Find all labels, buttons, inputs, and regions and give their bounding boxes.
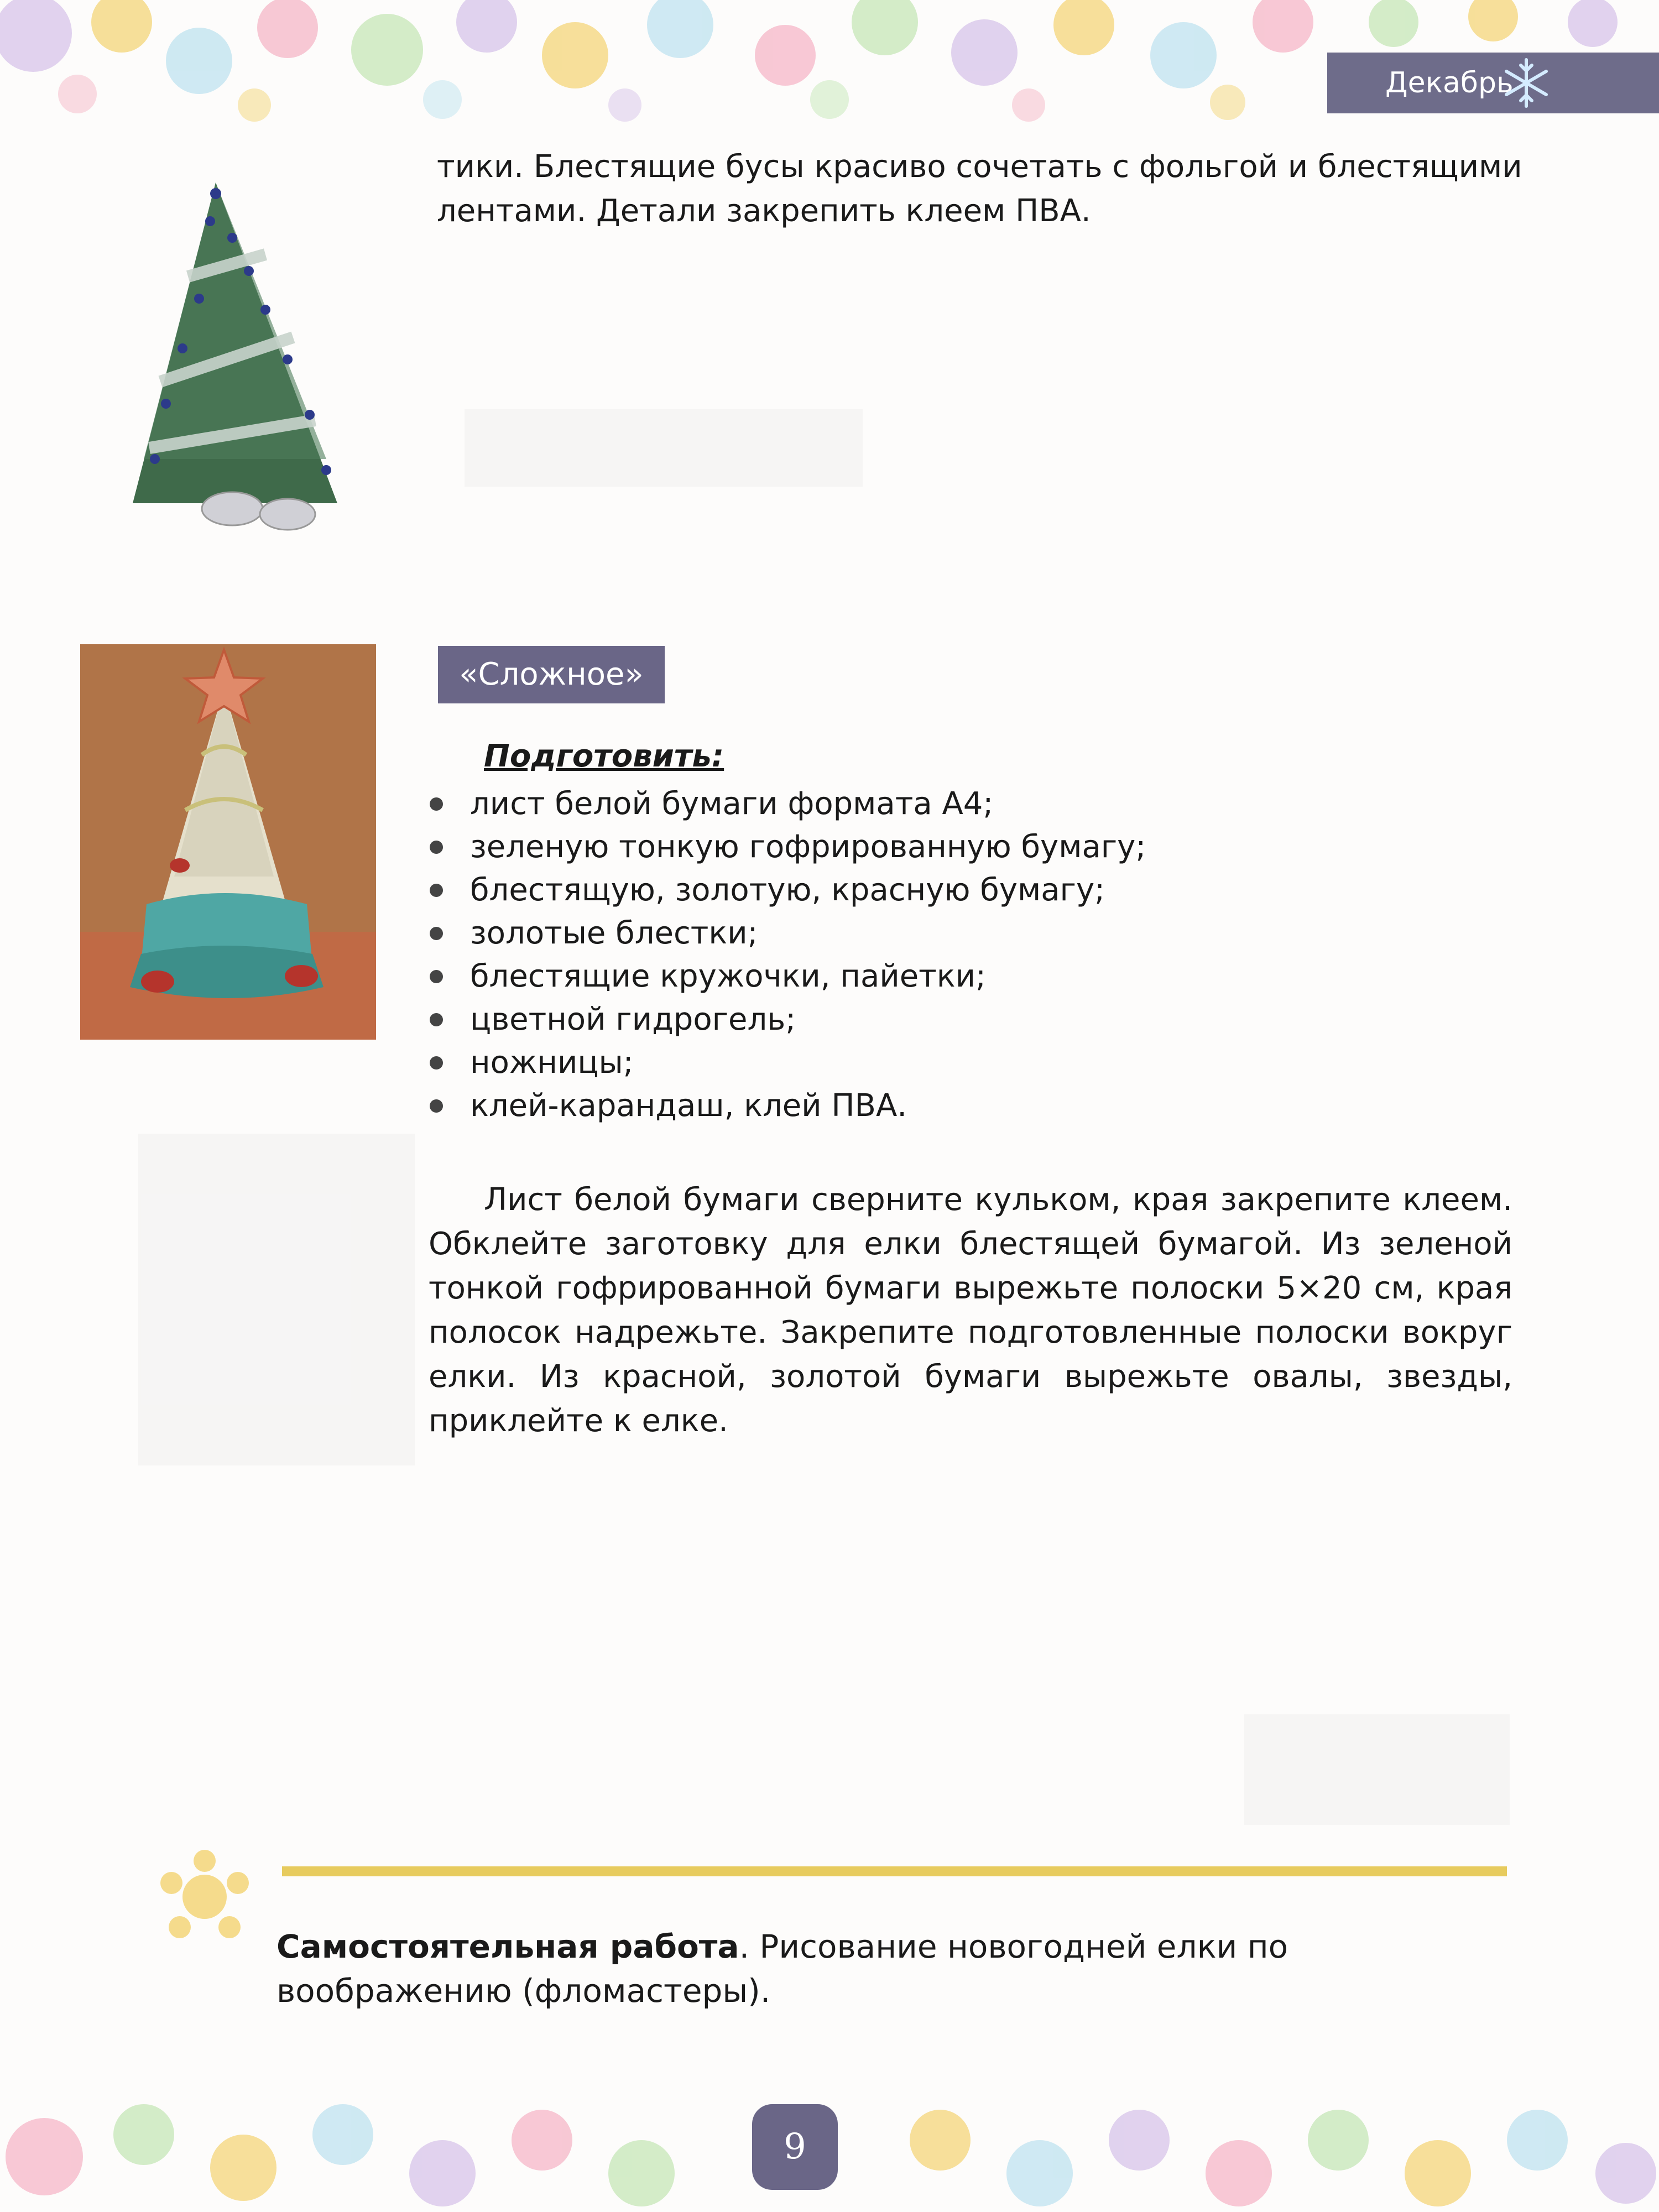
cone-tree-photo <box>80 644 376 1040</box>
list-item: ножницы; <box>429 1041 1146 1084</box>
page-number: 9 <box>752 2104 838 2190</box>
month-label: Декабрь <box>1385 66 1514 100</box>
difficulty-badge: «Сложное» <box>438 646 665 703</box>
list-item: блестящую, золотую, красную бумагу; <box>429 869 1146 912</box>
list-item: цветной гидрогель; <box>429 998 1146 1041</box>
list-item: лист белой бумаги формата А4; <box>429 782 1146 826</box>
section-divider <box>282 1866 1507 1876</box>
decorated-tree-illustration <box>127 171 348 559</box>
bleedthrough-area <box>1244 1714 1510 1825</box>
month-tab <box>1327 53 1659 113</box>
intro-paragraph: тики. Блестящие бусы красиво сочетать с фольгой и блестящими лентами. Детали закрепить клеем ПВА. <box>437 149 1522 229</box>
materials-list <box>429 782 1146 1128</box>
splash-decoration <box>155 1847 254 1947</box>
prepare-title: Подготовить: <box>484 738 724 774</box>
instructions-paragraph: Лист белой бумаги сверните кульком, края закрепите клеем. Обклейте заготовку для елки блестящей бумагой. Из зеленой тонкой гофрированной бумаги вырежьте полоски 5×20 см, края полосок надрежьте. Закрепите подготовленные полоски вокруг елки. Из красной, золотой бумаги вырежьте овалы, звезды, приклейте к елке. <box>429 1182 1512 1439</box>
list-item: золотые блестки; <box>429 912 1146 955</box>
bleedthrough-area <box>138 1134 415 1465</box>
bleedthrough-area <box>465 409 863 487</box>
snowflake-icon <box>1499 55 1554 111</box>
independent-work-label: Самостоятельная работа <box>276 1928 739 1965</box>
independent-work-paragraph <box>276 1924 1510 2013</box>
list-item: зеленую тонкую гофрированную бумагу; <box>429 826 1146 869</box>
independent-work-text: . Рисование новогодней елки по воображению (фломастеры). <box>276 1928 1288 2010</box>
list-item: блестящие кружочки, пайетки; <box>429 955 1146 998</box>
list-item: клей-карандаш, клей ПВА. <box>429 1084 1146 1128</box>
